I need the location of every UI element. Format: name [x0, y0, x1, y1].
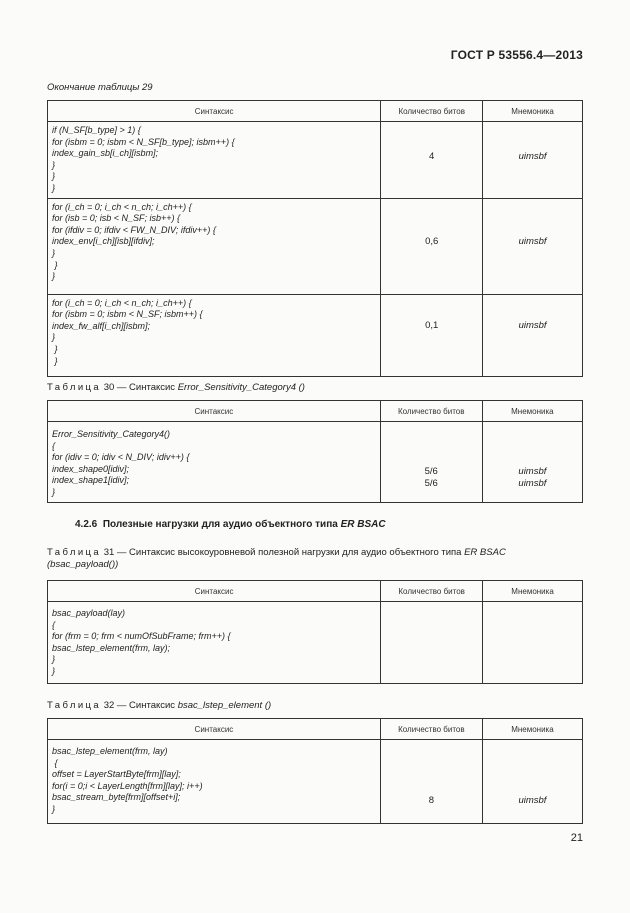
- col-bits: Количество битов: [381, 101, 483, 122]
- table31-caption: Таблица 31 — Синтаксис высокоуровневой полезной нагрузки для аудио объектного типа ER BSAC (bsac_payload()): [47, 547, 506, 570]
- table32-caption: Таблица 32 — Синтаксис bsac_lstep_element (): [47, 700, 272, 711]
- mnemonic-cell: uimsbf: [518, 151, 547, 162]
- mnemonic-cell: uimsbf: [518, 319, 547, 331]
- mnemonic-cell: uimsbf: [518, 235, 547, 247]
- col-syntax: Синтаксис: [48, 401, 381, 422]
- bits-cell: 5/6: [424, 466, 438, 477]
- syntax-cell: for (i_ch = 0; i_ch < n_ch; i_ch++) { for (isbm = 0; isbm < N_SF; isbm++) { index_fw_alf[i_ch][isbm]; } } }: [52, 297, 203, 366]
- mnemonic-cell: uimsbf: [518, 466, 547, 477]
- mnemonic-cell: uimsbf: [518, 478, 547, 489]
- bits-cell: 4: [429, 151, 435, 162]
- document-id: ГОСТ Р 53556.4—2013: [450, 48, 583, 62]
- col-mnemonic: Мнемоника: [482, 401, 582, 422]
- col-mnemonic: Мнемоника: [482, 719, 582, 740]
- table-31: [47, 580, 583, 684]
- table29-caption: Окончание таблицы 29: [47, 82, 153, 93]
- col-mnemonic: Мнемоника: [483, 581, 583, 602]
- syntax-cell: Error_Sensitivity_Category4() { for (idiv = 0; idiv < N_DIV; idiv++) { index_shape0[idiv]; index_shape1[idiv]; }: [52, 429, 190, 497]
- col-bits: Количество битов: [380, 401, 482, 422]
- syntax-cell: for (i_ch = 0; i_ch < n_ch; i_ch++) { for (isb = 0; isb < N_SF; isb++) { for (ifdiv = 0; ifdiv < FW_N_DIV; ifdiv++) { index_env[i_ch][isb][ifdiv]; } } }: [52, 201, 216, 282]
- col-bits: Количество битов: [381, 581, 483, 602]
- col-mnemonic: Мнемоника: [483, 101, 583, 122]
- bits-cell: 0,1: [425, 319, 439, 331]
- table-32: [47, 718, 583, 824]
- section-heading: 4.2.6 Полезные нагрузки для аудио объектного типа ER BSAC: [75, 519, 386, 530]
- bits-cell: 8: [428, 795, 435, 806]
- bits-cell: 5/6: [424, 478, 438, 489]
- col-syntax: Синтаксис: [48, 581, 381, 602]
- syntax-cell: if (N_SF[b_type] > 1) { for (isbm = 0; isbm < N_SF[b_type]; isbm++) { index_gain_sb[i_ch][isbm]; } } }: [52, 125, 235, 193]
- col-syntax: Синтаксис: [48, 101, 381, 122]
- table-29: [47, 100, 583, 377]
- col-bits: Количество битов: [380, 719, 482, 740]
- bits-cell: 0,6: [425, 235, 439, 247]
- syntax-cell: bsac_lstep_element(frm, lay) { offset = LayerStartByte[frm][lay]; for(i = 0;i < LayerLength[frm][lay]; i++) bsac_stream_byte[frm][offset+i]; }: [52, 746, 203, 814]
- page-number: 21: [570, 832, 583, 844]
- table30-caption: Таблица 30 — Синтаксис Error_Sensitivity_Category4 (): [47, 382, 305, 393]
- table-30: [47, 400, 583, 503]
- mnemonic-cell: uimsbf: [518, 795, 547, 806]
- col-syntax: Синтаксис: [48, 719, 381, 740]
- syntax-cell: bsac_payload(lay) { for (frm = 0; frm < numOfSubFrame; frm++) { bsac_lstep_element(frm, lay); } }: [52, 608, 231, 676]
